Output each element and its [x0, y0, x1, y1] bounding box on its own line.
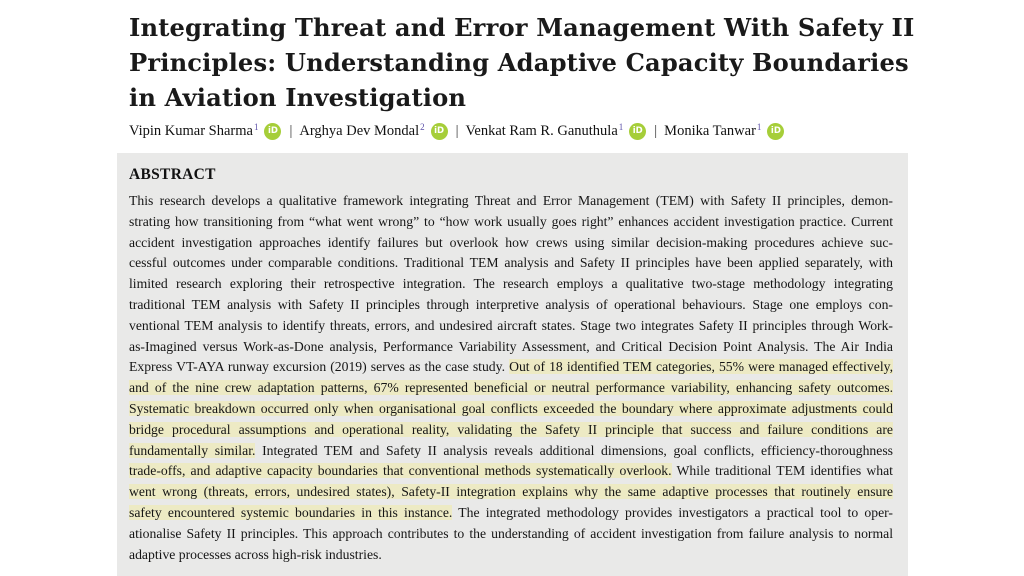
abstract-text-segment: limited research exploring their retrospective integration. The research employs a qualitative two-stage methodology integrating	[129, 276, 893, 292]
abstract-text-segment: as-Imagined versus Work-as-Done analysis, Performance Variability Assessment, and Critical Decision Point Analysis. The Air India	[129, 338, 893, 354]
highlighted-text: went wrong (threats, errors, undesired states), Safety-II integration explains why the same adaptive processes that routinely ensure	[129, 484, 893, 500]
abstract-line	[129, 191, 893, 212]
affiliation-marker: 1	[756, 122, 762, 132]
author-name: Vipin Kumar Sharma	[129, 123, 253, 139]
highlighted-text: Systematic breakdown occurred only when organisational goal conflicts exceeded the boundary where approximate adjustments could	[129, 400, 893, 416]
abstract-line	[129, 399, 893, 420]
orcid-icon[interactable]: iD	[264, 123, 281, 140]
abstract-text-segment: This research develops a qualitative framework integrating Threat and Error Management (TEM) with Safety II principles, demon-	[129, 193, 893, 208]
abstract-text-segment: cessful outcomes under comparable conditions. Traditional TEM analysis and Safety II principles have been applied separately, with	[129, 255, 893, 271]
abstract-text-segment: strating how transitioning from “what went wrong” to “how work usually goes right” enhances accident investigation practice. Current	[129, 213, 893, 229]
abstract-text-segment: While traditional TEM identifies what	[671, 463, 893, 479]
author-name: Monika Tanwar	[664, 123, 756, 139]
author-separator: |	[455, 123, 459, 139]
highlighted-text: safety encountered systemic boundaries in this instance.	[129, 504, 453, 520]
abstract-line	[129, 378, 893, 399]
abstract-text-segment: accident investigation approaches identify failures but overlook how crews using similar decision-making procedures achieve suc-	[129, 234, 893, 250]
abstract-line	[129, 253, 893, 274]
orcid-icon[interactable]: iD	[431, 123, 448, 140]
abstract-text-segment: The integrated methodology provides investigators a practical tool to oper-	[452, 504, 893, 520]
abstract-line	[129, 461, 893, 482]
author	[299, 121, 447, 141]
author-separator: |	[289, 123, 293, 139]
title-line-3: in Aviation Investigation	[129, 83, 467, 112]
abstract-text-segment: ventional TEM analysis to identify threats, errors, and undesired aircraft states. Stage two integrates Safety II principles through Work-	[129, 317, 893, 333]
abstract-line	[129, 357, 893, 378]
author	[466, 121, 647, 141]
abstract-text-segment: Integrated TEM and Safety II analysis reveals additional dimensions, goal conflicts, efficiency-thoroughness	[255, 442, 893, 458]
author-name: Venkat Ram R. Ganuthula	[465, 123, 618, 139]
abstract-line	[129, 524, 893, 545]
highlighted-text: bridge procedural assumptions and operational reality, validating the Safety II principle that success and failure conditions are	[129, 421, 893, 437]
author	[664, 121, 784, 141]
abstract-text-segment: traditional TEM analysis with Safety II principles through interpretive analysis of operational behaviours. Stage one employs con-	[129, 296, 893, 312]
abstract-line	[129, 295, 893, 316]
abstract-line	[129, 503, 893, 524]
author-separator: |	[654, 123, 658, 139]
abstract-line	[129, 337, 893, 358]
abstract-text-segment: ationalise Safety II principles. This approach contributes to the understanding of accident investigation from failure analysis to normal	[129, 525, 893, 541]
title-line-2: Principles: Understanding Adaptive Capacity Boundaries	[129, 48, 909, 77]
abstract-text	[129, 191, 893, 565]
abstract-text-segment: adaptive processes across high-risk industries.	[129, 546, 382, 562]
author	[129, 121, 281, 141]
author-list	[129, 121, 784, 141]
abstract-heading: ABSTRACT	[129, 166, 216, 183]
highlighted-text: fundamentally similar.	[129, 442, 256, 458]
highlighted-text: and of the nine crew adaptation patterns, 67% represented beneficial or neutral performance variability, enhancing safety outcomes.	[129, 380, 893, 396]
orcid-icon[interactable]: iD	[767, 123, 784, 140]
title-line-1: Integrating Threat and Error Management With Safety II	[129, 13, 915, 42]
affiliation-marker: 1	[253, 122, 259, 132]
abstract-line	[129, 274, 893, 295]
abstract-line	[129, 316, 893, 337]
author-name: Arghya Dev Mondal	[299, 123, 420, 139]
abstract-line	[129, 212, 893, 233]
abstract-text-segment: Express VT-AYA runway excursion (2019) serves as the case study.	[129, 359, 510, 375]
highlighted-text: trade-offs, and adaptive capacity boundaries that conventional methods systematically overlook.	[129, 463, 672, 479]
highlighted-text: Out of 18 identified TEM categories, 55% were managed effectively,	[509, 359, 893, 375]
paper-title	[129, 10, 919, 115]
abstract-line	[129, 233, 893, 254]
orcid-icon[interactable]: iD	[629, 123, 646, 140]
abstract-line	[129, 545, 893, 566]
affiliation-marker: 2	[420, 122, 425, 132]
affiliation-marker: 1	[618, 122, 624, 132]
abstract-line	[129, 482, 893, 503]
abstract-line	[129, 420, 893, 441]
abstract-line	[129, 441, 893, 462]
